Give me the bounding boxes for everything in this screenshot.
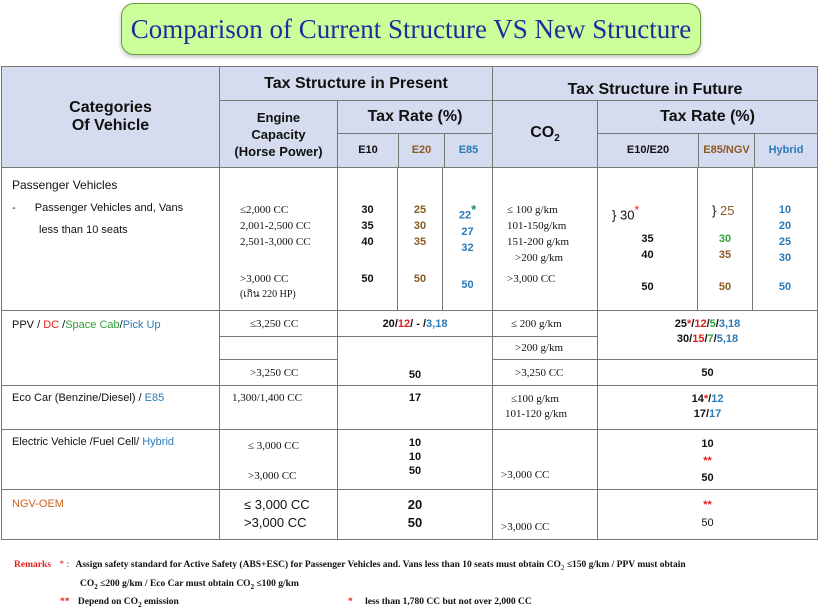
page-title: Comparison of Current Structure VS New Structure — [130, 13, 692, 44]
passenger-future-hybrid-cell — [753, 168, 818, 311]
passenger-e20-3: 35 — [413, 236, 427, 248]
future-tax-rate-block — [598, 101, 818, 168]
ev-rate-3: 50 — [408, 465, 422, 477]
ppv-f1-b: 12 — [694, 318, 707, 330]
remarks-label: Remarks — [14, 560, 51, 570]
present-e10-header: E10 — [338, 134, 399, 167]
present-e20-header: E20 — [399, 134, 445, 167]
present-e85-header: E85 — [458, 144, 479, 156]
eco-category — [2, 386, 220, 430]
ev-co2: >3,000 CC — [493, 430, 598, 490]
remarks-text2b: ≤200 g/km / Eco Car must obtain CO — [97, 579, 251, 589]
passenger-e85-2: 27 — [461, 225, 474, 238]
eco-label-e85: E85 — [144, 392, 165, 404]
ppv-label-2: DC — [43, 319, 60, 331]
ngv-rate-2: 50 — [407, 515, 423, 530]
passenger-cc-4-note: (เกิน 220 HP) — [240, 289, 296, 300]
passenger-f-hybrid-2: 20 — [778, 220, 792, 232]
passenger-f-e10-4: 50 — [641, 281, 654, 293]
ngv-future-1: ** — [703, 499, 712, 511]
passenger-f-brace-2: } — [712, 203, 717, 218]
ngv-cc — [220, 490, 338, 540]
ppv-f1-s1: / — [691, 318, 695, 330]
ppv-sep-3: / — [119, 319, 123, 331]
passenger-cc-1: ≤2,000 CC — [240, 204, 289, 216]
passenger-co2-2: 101-150g/km — [507, 220, 567, 232]
present-tax-rate-header: Tax Rate (%) — [338, 101, 492, 134]
eco-f2-a: 17/ — [693, 408, 710, 420]
ngv-rate-1: 20 — [407, 497, 423, 512]
ppv-rate-1-s2: / — [410, 317, 414, 330]
future-header: Tax Structure in Future — [493, 67, 818, 101]
passenger-title: Passenger Vehicles — [12, 178, 118, 192]
remarks-text1: Assign safety standard for Active Safety (ABS+ESC) for Passenger Vehicles and. Vans less than 10 seats must obtain CO — [75, 560, 561, 570]
passenger-sub2: less than 10 seats — [39, 224, 128, 236]
title-banner — [121, 3, 701, 55]
categories-header — [2, 67, 220, 168]
remarks-star2: * — [348, 597, 353, 607]
passenger-e85-1: 22 — [458, 209, 472, 222]
ev-cc — [220, 430, 338, 490]
ppv-f1-a: 25 — [674, 318, 688, 330]
passenger-f-e85-2: 30 — [718, 233, 732, 245]
remarks-text2c: ≤100 g/km — [254, 579, 299, 589]
passenger-f-e85-4: 50 — [718, 281, 732, 293]
ev-future-1: 10 — [701, 438, 714, 450]
ppv-label-4: Pick Up — [122, 319, 161, 331]
ppv-rate-1-s3: / — [422, 317, 427, 330]
ev-rate — [338, 430, 493, 490]
remarks-text3: Depend on CO — [77, 597, 139, 607]
passenger-co2-4: >200 g/km — [515, 252, 564, 264]
eco-co2 — [493, 386, 598, 430]
remarks-sub3: 2 — [250, 582, 255, 591]
ppv-f1-c: 5 — [709, 318, 716, 330]
passenger-sub1: Passenger Vehicles and, Vans — [34, 202, 184, 214]
ppv-co2-2: >200 g/km — [493, 337, 598, 360]
remarks-sub4: 2 — [138, 600, 142, 609]
ppv-rate-2: 50 — [338, 360, 493, 386]
ppv-rate-1-b: 12 — [397, 317, 411, 330]
eco-f1-a: 14 — [691, 393, 704, 405]
eco-f2-b: 17 — [709, 408, 722, 420]
passenger-f-e85-3: 35 — [718, 249, 732, 261]
passenger-co2-5: >3,000 CC — [507, 273, 556, 285]
comparison-table — [1, 66, 818, 540]
passenger-cc-2: 2,001-2,500 CC — [240, 220, 311, 232]
ev-rate-2: 10 — [408, 451, 422, 463]
passenger-e85-cell — [443, 168, 493, 311]
passenger-e20-cell — [398, 168, 443, 311]
ppv-f2-s2: / — [704, 333, 708, 345]
eco-f1-b: 12 — [711, 393, 724, 405]
passenger-e10-1: 30 — [361, 204, 374, 216]
ev-future-2: ** — [703, 455, 712, 467]
passenger-bullet: - — [12, 202, 16, 214]
remarks-text2a: CO — [80, 579, 95, 589]
future-e85ngv-header: E85/NGV — [699, 134, 755, 167]
passenger-f-e85-top: 25 — [719, 203, 735, 218]
remarks-sub1: 2 — [560, 563, 565, 572]
ngv-co2: >3,000 CC — [493, 490, 598, 540]
ppv-sep-2: / — [59, 319, 66, 331]
ppv-future-3: 50 — [598, 360, 818, 386]
future-e10e20-header: E10/E20 — [598, 134, 699, 167]
passenger-e10-cell — [338, 168, 398, 311]
ppv-f1-s3: / — [715, 318, 719, 330]
ppv-f1-star: * — [687, 318, 692, 330]
engine-capacity-header — [220, 101, 338, 168]
passenger-future-e10-cell — [598, 168, 698, 311]
ngv-rate — [338, 490, 493, 540]
eco-future — [598, 386, 818, 430]
passenger-f-e10-3: 40 — [641, 249, 654, 261]
remarks-sub2: 2 — [94, 582, 98, 591]
ppv-rate-1-c: - — [413, 317, 423, 330]
passenger-f-hybrid-3: 25 — [778, 236, 792, 248]
ev-cc-1: ≤ 3,000 CC — [248, 440, 299, 452]
passenger-e85-star: * — [471, 202, 477, 217]
passenger-f-e10-2: 35 — [641, 233, 654, 245]
ppv-rate-1 — [338, 311, 493, 337]
ev-future — [598, 430, 818, 490]
ngv-label: NGV-OEM — [12, 498, 64, 510]
categories-header-line1: Categories — [69, 99, 152, 116]
co2-header-sub: 2 — [554, 133, 560, 145]
ppv-f2-a: 30 — [676, 333, 690, 345]
ppv-label-3: Space Cab — [65, 319, 120, 331]
passenger-e20-4: 50 — [413, 273, 427, 285]
ppv-category — [2, 311, 220, 386]
ppv-cc-1: ≤3,250 CC — [220, 311, 338, 337]
future-hybrid-header: Hybrid — [768, 144, 804, 156]
future-tax-rate-header: Tax Rate (%) — [598, 101, 817, 134]
ev-cc-2: >3,000 CC — [248, 470, 297, 482]
passenger-e85-3: 32 — [461, 241, 474, 254]
ev-label-hybrid: Hybrid — [142, 436, 175, 448]
co2-header-text: CO — [530, 123, 555, 141]
passenger-co2-cell — [493, 168, 598, 311]
eco-co2-1: ≤100 g/km — [511, 393, 559, 405]
ppv-rate-empty — [338, 337, 493, 360]
ppv-f2-s3: / — [713, 333, 717, 345]
ppv-f2-b: 15 — [692, 333, 705, 345]
present-tax-rate-block — [338, 101, 493, 168]
ngv-future-2: 50 — [701, 517, 714, 529]
ppv-cc-2: >3,250 CC — [220, 360, 338, 386]
remarks-text1b: ≤150 g/km / PPV must obtain — [564, 560, 686, 570]
passenger-co2-3: 151-200 g/km — [507, 236, 570, 248]
present-header: Tax Structure in Present — [220, 67, 493, 101]
ppv-f2-d: 5,18 — [716, 333, 739, 345]
eco-co2-2: 101-120 g/km — [505, 408, 568, 420]
remarks-dstar: ** — [60, 597, 70, 607]
ppv-cc-empty — [220, 337, 338, 360]
ppv-rate-1-s1: / — [394, 317, 398, 330]
passenger-e85-4: 50 — [461, 278, 474, 291]
passenger-f-hybrid-5: 50 — [778, 281, 792, 293]
ev-category — [2, 430, 220, 490]
ppv-f1-s2: / — [706, 318, 710, 330]
ppv-rate-1-d: 3,18 — [426, 317, 448, 330]
co2-header — [493, 101, 598, 168]
passenger-f-e10-star: * — [634, 203, 640, 217]
ppv-co2-1: ≤ 200 g/km — [493, 311, 598, 337]
passenger-e20-2: 30 — [413, 220, 427, 232]
passenger-category — [2, 168, 220, 311]
passenger-e10-3: 40 — [361, 236, 374, 248]
ppv-f1-d: 3,18 — [718, 318, 741, 330]
passenger-f-hybrid-4: 30 — [778, 252, 792, 264]
eco-rate: 17 — [338, 386, 493, 430]
eco-f1-star: * — [703, 393, 709, 405]
passenger-f-hybrid-1: 10 — [778, 204, 792, 216]
ppv-rate-1-a: 20 — [382, 317, 395, 330]
ngv-cc-2: >3,000 CC — [244, 515, 307, 530]
horse-power-label: (Horse Power) — [234, 143, 323, 159]
ev-rate-1: 10 — [408, 437, 422, 449]
ppv-f2-c: 7 — [707, 333, 714, 345]
ev-future-3: 50 — [701, 472, 714, 484]
eco-cc: 1,300/1,400 CC — [220, 386, 338, 430]
passenger-e10-4: 50 — [361, 273, 374, 285]
passenger-e20-1: 25 — [413, 204, 427, 216]
ppv-f2-s1: / — [689, 333, 693, 345]
passenger-co2-1: ≤ 100 g/km — [507, 204, 558, 216]
passenger-e10-2: 35 — [361, 220, 374, 232]
passenger-f-brace: } — [612, 207, 617, 223]
passenger-cc-cell — [220, 168, 338, 311]
remarks-star: * : — [59, 560, 70, 570]
ngv-cc-1: ≤ 3,000 CC — [244, 497, 310, 512]
ev-label: Electric Vehicle /Fuel Cell/ — [12, 436, 143, 448]
ngv-category — [2, 490, 220, 540]
remarks-text4: less than 1,780 CC but not over 2,000 CC — [365, 597, 532, 607]
ppv-future-1 — [598, 311, 818, 360]
ppv-label-1: PPV — [12, 319, 35, 331]
categories-header-line2: Of Vehicle — [71, 117, 150, 134]
passenger-f-e10-top: 30 — [619, 207, 635, 223]
engine-label: Engine — [256, 109, 301, 125]
eco-f1-sep: / — [708, 393, 712, 405]
ngv-future — [598, 490, 818, 540]
passenger-cc-3: 2,501-3,000 CC — [240, 236, 311, 248]
remarks-text3b: emission — [141, 597, 179, 607]
capacity-label: Capacity — [251, 126, 306, 142]
ppv-co2-3: >3,250 CC — [493, 360, 598, 386]
eco-label: Eco Car (Benzine/Diesel) / — [12, 392, 145, 404]
passenger-future-e85-cell — [698, 168, 753, 311]
ppv-sep-1: / — [34, 319, 44, 331]
passenger-cc-4: >3,000 CC — [240, 273, 289, 285]
